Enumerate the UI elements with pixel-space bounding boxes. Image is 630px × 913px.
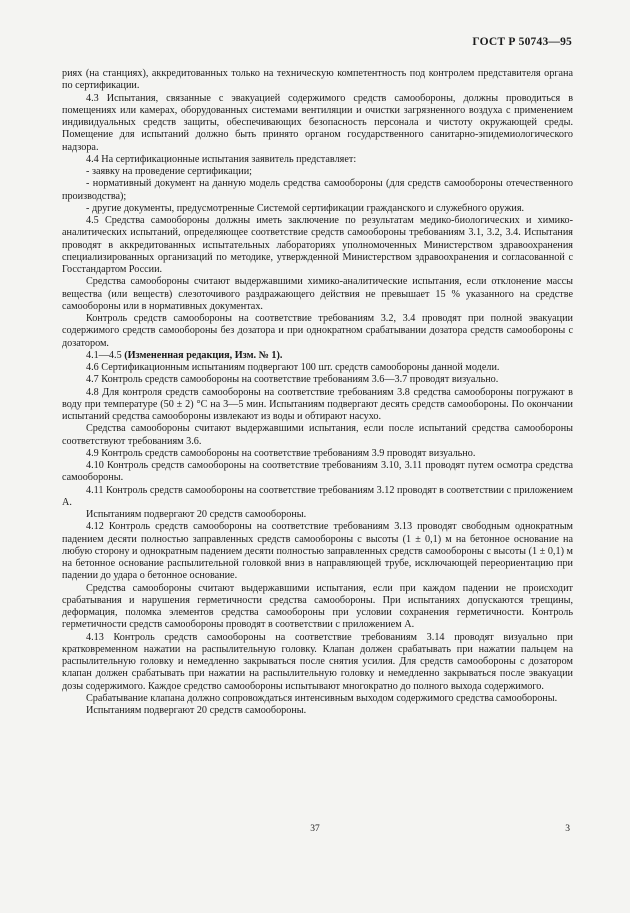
page-number: 37 xyxy=(310,824,320,834)
paragraph xyxy=(62,632,573,693)
paragraph xyxy=(62,203,573,215)
paragraph xyxy=(62,154,573,166)
paragraph xyxy=(62,68,573,93)
document-body xyxy=(62,68,573,717)
paragraph xyxy=(62,387,573,424)
paragraph-text: - нормативный документ на данную модель средства самообороны (для средств самообороны отечественного производства); xyxy=(62,178,573,202)
paragraph-text: риях (на станциях), аккредитованных только на техническую компетентность под контролем представителя органа по сертификации. xyxy=(62,68,573,92)
paragraph-text: 4.9 Контроль средств самообороны на соответствие требованиям 3.9 проводят визуально. xyxy=(86,447,476,459)
paragraph xyxy=(62,423,573,448)
paragraph-text: Срабатывание клапана должно сопровождаться интенсивным выходом содержимого средства самообороны. xyxy=(86,692,558,704)
paragraph xyxy=(62,583,573,632)
paragraph-text: 4.5 Средства самообороны должны иметь заключение по результатам медико-биологических и химико-аналитических испытаний, определяющее соответствие средств самообороны требованиям 3.1, 3.2, 3.4. Испытания проводят в аккредитованных испытательных лабораториях уполномоченных Министерством здравоохранения специализированных организаций по методике, утвержденной Министерством здравоохранения и согласованной с Госстандартом России. xyxy=(62,215,573,275)
paragraph-text: 4.12 Контроль средств самообороны на соответствие требованиям 3.13 проводят свободным однократным падением десяти полностью заправленных средств самообороны с высоты (1 ± 0,1) м на бетонное основание на любую сторону и однократным падением десяти полностью заправленных средств самообороны с высоты (1 ± 0,1) м на бетонное основание распылительной головкой вниз в направляющей трубе, исключающей переориентацию при падении до удара о бетонное основание. xyxy=(62,521,573,582)
paragraph-text: Испытаниям подвергают 20 средств самообороны. xyxy=(86,705,307,716)
paragraph-text: - заявку на проведение сертификации; xyxy=(86,166,252,177)
paragraph xyxy=(62,509,573,521)
paragraph-text: - другие документы, предусмотренные Системой сертификации гражданского и служебного оружия. xyxy=(86,202,525,214)
paragraph-text: 4.13 Контроль средств самообороны на соответствие требованиям 3.14 проводят визуально при кратковременном нажатии на распылительную головку. Клапан должен срабатывать при нажатии пальцем на распылительную головку и немедленно закрываться после снятия усилия. Для средств самообороны с дозатором клапан должен срабатывать при нажатии на распылительную головку и немедленно закрываться после эвакуации дозы содержимого. Каждое средство самообороны испытывают многократно до полного выхода содержимого. xyxy=(62,631,573,692)
paragraph xyxy=(62,374,573,386)
sheet-number: 3 xyxy=(565,824,570,834)
paragraph-text: 4.10 Контроль средств самообороны на соответствие требованиям 3.10, 3.11 проводят путем осмотра средства самообороны. xyxy=(62,460,573,484)
paragraph xyxy=(62,313,573,350)
paragraph-text: 4.6 Сертификационным испытаниям подвергают 100 шт. средств самообороны данной модели. xyxy=(86,362,500,373)
paragraph xyxy=(62,705,573,717)
paragraph-text: Средства самообороны считают выдержавшими химико-аналитические испытания, если отклонение массы вещества (или веществ) слезоточивого раздражающего действия не превышает 15 % указанного на средстве самообороны или в нормативных документах. xyxy=(62,276,573,312)
paragraph-text: Средства самообороны считают выдержавшими испытания, если при каждом падении не происходит срабатывания и нарушения герметичности средства самообороны. При испытаниях допускаются трещины, деформация, поломка элементов средства самообороны при условии сохранения герметичности. Контроль герметичности средств самообороны проводят в соответствии с приложением А. xyxy=(62,582,573,631)
paragraph xyxy=(62,178,573,203)
paragraph xyxy=(62,276,573,313)
paragraph xyxy=(62,215,573,276)
paragraph xyxy=(62,350,573,362)
paragraph xyxy=(62,485,573,510)
paragraph xyxy=(62,93,573,154)
paragraph-text: 4.1—4.5 xyxy=(86,349,122,361)
paragraph-text: Средства самообороны считают выдержавшими испытания, если после испытаний средства самообороны соответствуют требованиям 3.6. xyxy=(62,423,573,447)
paragraph xyxy=(62,448,573,460)
paragraph-text: 4.4 На сертификационные испытания заявитель представляет: xyxy=(86,153,357,165)
paragraph-text: 4.7 Контроль средств самообороны на соответствие требованиям 3.6—3.7 проводят визуально. xyxy=(86,374,499,386)
paragraph xyxy=(62,460,573,485)
paragraph-text: Испытаниям подвергают 20 средств самообороны. xyxy=(86,509,307,520)
amendment-note: (Измененная редакция, Изм. № 1). xyxy=(124,349,283,361)
paragraph-text: 4.11 Контроль средств самообороны на соответствие требованиям 3.12 проводят в соответствии с приложением А. xyxy=(62,484,573,508)
paragraph-text: Контроль средств самообороны на соответствие требованиям 3.2, 3.4 проводят при полной эвакуации содержимого средств самообороны без дозатора и при однократном срабатывании дозатора средств самообороны с дозатором. xyxy=(62,313,573,349)
paragraph xyxy=(62,362,573,374)
paragraph xyxy=(62,693,573,705)
document-header: ГОСТ Р 50743—95 xyxy=(472,36,572,48)
paragraph-text: 4.3 Испытания, связанные с эвакуацией содержимого средств самообороны, должны проводиться в помещениях или камерах, оборудованных системами вентиляции и очистки загрязненного воздуха с применением индивидуальных средств защиты, обеспечивающих безопасность персонала и чистоту окружающей среды. Помещение для испытаний должно быть принято органом государственного санитарно-эпидемиологического надзора. xyxy=(62,92,573,153)
paragraph-text: 4.8 Для контроля средств самообороны на соответствие требованиям 3.8 средства самообороны погружают в воду при температуре (50 ± 2) °С на 3—5 мин. Испытаниям подвергают десять средств самообороны. По окончании испытаний средства самообороны извлекают из воды и обтирают насухо. xyxy=(62,386,573,422)
paragraph xyxy=(62,521,573,582)
paragraph xyxy=(62,166,573,178)
